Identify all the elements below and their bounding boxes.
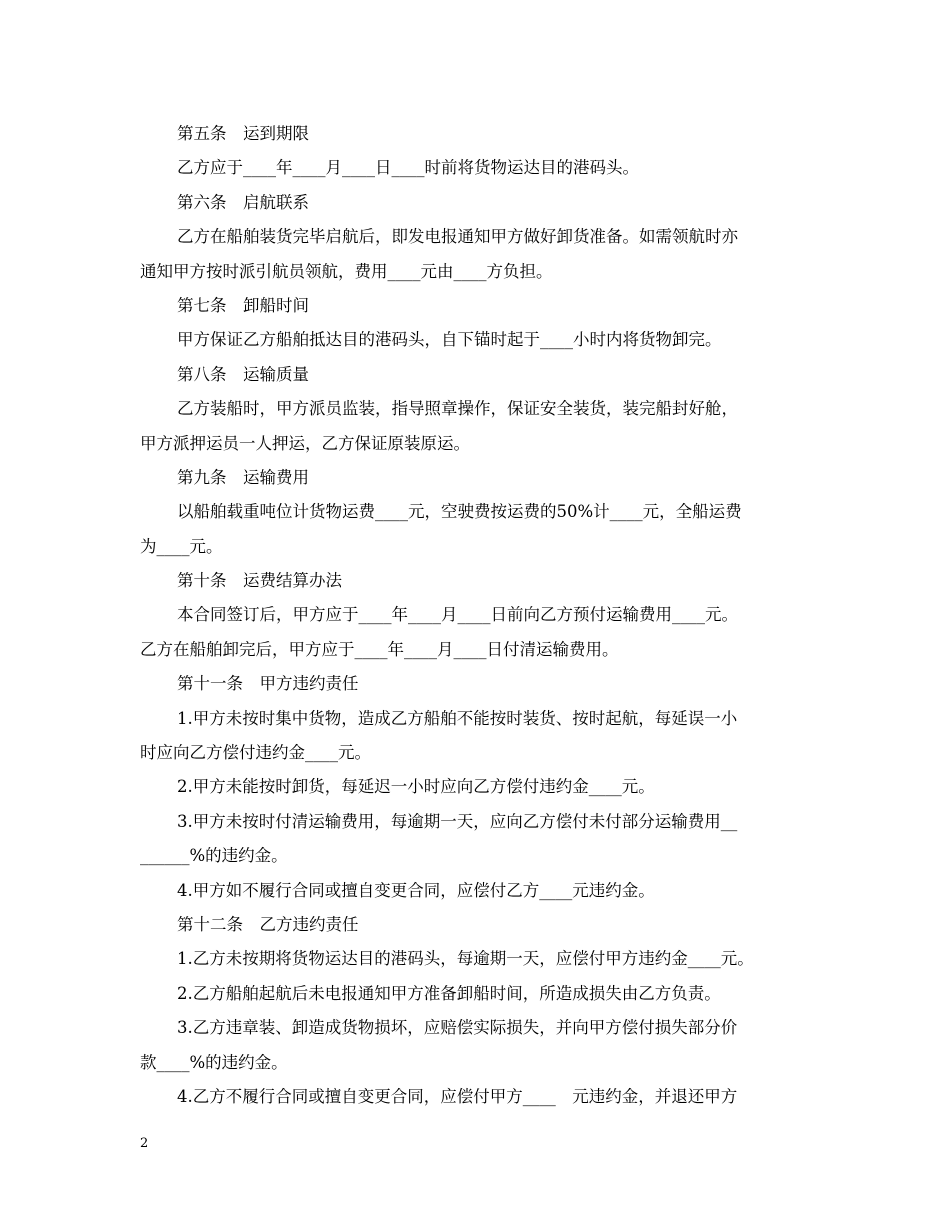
text-line: 甲方保证乙方船舶抵达目的港码头，自下锚时起于____小时内将货物卸完。 <box>177 330 722 350</box>
text-line: 时应向乙方偿付违约金____元。 <box>140 743 371 763</box>
text-line: 第十二条 乙方违约责任 <box>177 914 359 934</box>
text-line: 款____%的违约金。 <box>140 1052 288 1072</box>
contract-body <box>140 117 820 1114</box>
text-line: 第十条 运费结算办法 <box>177 571 342 591</box>
text-line: 2.乙方船舶起航后未电报通知甲方准备卸船时间，所造成损失由乙方负责。 <box>177 983 721 1003</box>
text-line: 甲方派押运员一人押运，乙方保证原装原运。 <box>140 433 470 453</box>
text-line: 第五条 运到期限 <box>177 124 309 143</box>
text-line: 第九条 运输费用 <box>177 467 309 487</box>
text-line: 乙方装船时，甲方派员监装，指导照章操作，保证安全装货，装完船封好舱， <box>177 399 738 419</box>
text-line: 4.甲方如不履行合同或擅自变更合同，应偿付乙方____元违约金。 <box>177 880 655 900</box>
page-number: 2 <box>140 1136 149 1151</box>
text-line: 4.乙方不履行合同或擅自变更合同，应偿付甲方____ 元违约金，并退还甲方 <box>177 1086 738 1106</box>
text-line: ______%的违约金。 <box>140 846 288 866</box>
text-line: 第七条 卸船时间 <box>177 295 309 315</box>
text-line: 3.甲方未按时付清运输费用，每逾期一天，应向乙方偿付未付部分运输费用__ <box>177 811 738 831</box>
text-line: 3.乙方违章装、卸造成货物损坏，应赔偿实际损失，并向甲方偿付损失部分价 <box>177 1018 738 1038</box>
text-line: 以船舶载重吨位计货物运费____元，空驶费按运费的50%计____元，全船运费 <box>177 502 742 522</box>
text-line: 1.乙方未按期将货物运达目的港码头，每逾期一天，应偿付甲方违约金____元。 <box>177 949 754 969</box>
text-line: 本合同签订后，甲方应于____年____月____日前向乙方预付运输费用____元。 <box>177 605 738 625</box>
text-line: 第八条 运输质量 <box>177 364 309 384</box>
text-line: 乙方在船舶卸完后，甲方应于____年____月____日付清运输费用。 <box>140 639 619 659</box>
text-line: 通知甲方按时派引航员领航，费用____元由____方负担。 <box>140 261 553 281</box>
text-line: 乙方在船舶装货完毕启航后，即发电报通知甲方做好卸货准备。如需领航时亦 <box>177 227 738 247</box>
text-line: 第六条 启航联系 <box>177 192 309 212</box>
text-line: 乙方应于____年____月____日____时前将货物运达目的港码头。 <box>177 158 639 178</box>
text-line: 第十一条 甲方违约责任 <box>177 674 359 694</box>
text-line: 1.甲方未按时集中货物，造成乙方船舶不能按时装货、按时起航，每延误一小 <box>177 708 738 728</box>
text-line: 2.甲方未能按时卸货，每延迟一小时应向乙方偿付违约金____元。 <box>177 777 655 797</box>
text-line: 为____元。 <box>140 536 223 556</box>
